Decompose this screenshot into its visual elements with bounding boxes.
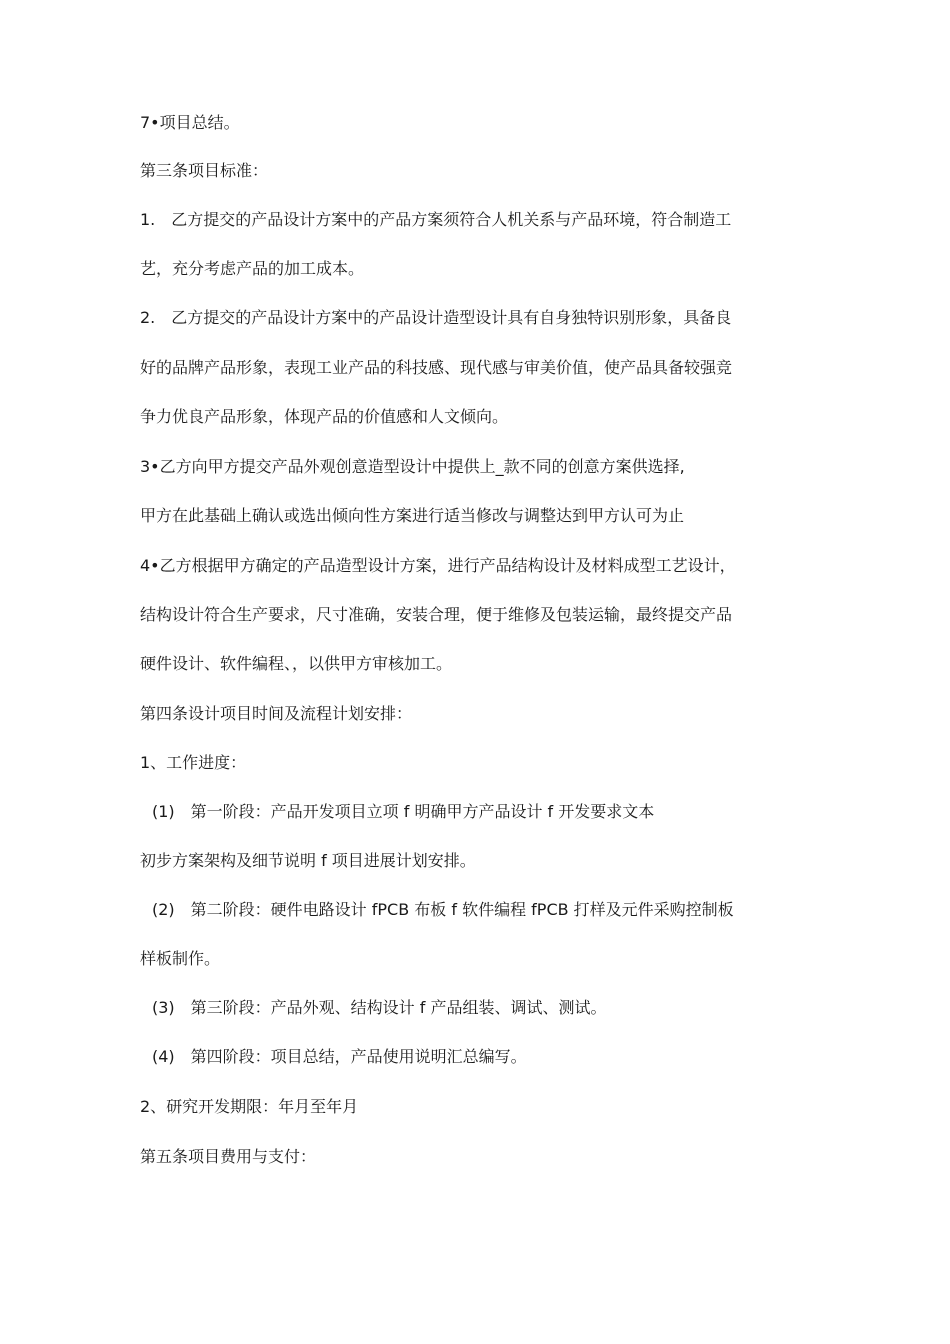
standard-2-line-2: 好的品牌产品形象，表现工业产品的科技感、现代感与审美价值，使产品具备较强竞 <box>140 358 733 377</box>
standard-2-line-3: 争力优良产品形象，体现产品的价值感和人文倾向。 <box>140 407 509 426</box>
phase-1-line-2: 初步方案架构及细节说明 f 项目进展计划安排。 <box>140 851 476 870</box>
standard-1-line-1: 1. 乙方提交的产品设计方案中的产品方案须符合人机关系与产品环境，符合制造工 <box>140 210 732 229</box>
standard-2-line-1: 2. 乙方提交的产品设计方案中的产品设计造型设计具有自身独特识别形象，具备良 <box>140 308 732 327</box>
phase-3-line: (3) 第三阶段：产品外观、结构设计 f 产品组装、调试、测试。 <box>152 998 607 1017</box>
phase-4-line: (4) 第四阶段：项目总结，产品使用说明汇总编写。 <box>152 1047 527 1066</box>
article-4-heading: 第四条设计项目时间及流程计划安排： <box>140 704 413 723</box>
article-5-heading: 第五条项目费用与支付： <box>140 1147 317 1166</box>
phase-2-line-1: (2) 第二阶段：硬件电路设计 fPCB 布板 f 软件编程 fPCB 打样及元件采购控制板 <box>152 900 734 919</box>
article-3-heading: 第三条项目标准： <box>140 161 269 180</box>
standard-4-line-1: 4•乙方根据甲方确定的产品造型设计方案，进行产品结构设计及材料成型工艺设计， <box>140 556 736 575</box>
standard-1-line-2: 艺，充分考虑产品的加工成本。 <box>140 259 365 278</box>
standard-3-line-2: 甲方在此基础上确认或选出倾向性方案进行适当修改与调整达到甲方认可为止 <box>140 506 685 525</box>
work-progress-heading: 1、工作进度： <box>140 753 247 772</box>
phase-2-line-2: 样板制作。 <box>140 949 221 968</box>
item-7-project-summary: 7•项目总结。 <box>140 113 240 132</box>
rd-period-line: 2、研究开发期限：年月至年月 <box>140 1097 359 1116</box>
phase-1-line-1: (1) 第一阶段：产品开发项目立项 f 明确甲方产品设计 f 开发要求文本 <box>152 802 655 821</box>
standard-3-line-1: 3•乙方向甲方提交产品外观创意造型设计中提供上_款不同的创意方案供选择, <box>140 457 685 476</box>
standard-4-line-2: 结构设计符合生产要求，尺寸准确，安装合理，便于维修及包装运输，最终提交产品 <box>140 605 733 624</box>
standard-4-line-3: 硬件设计、软件编程、，以供甲方审核加工。 <box>140 654 453 673</box>
